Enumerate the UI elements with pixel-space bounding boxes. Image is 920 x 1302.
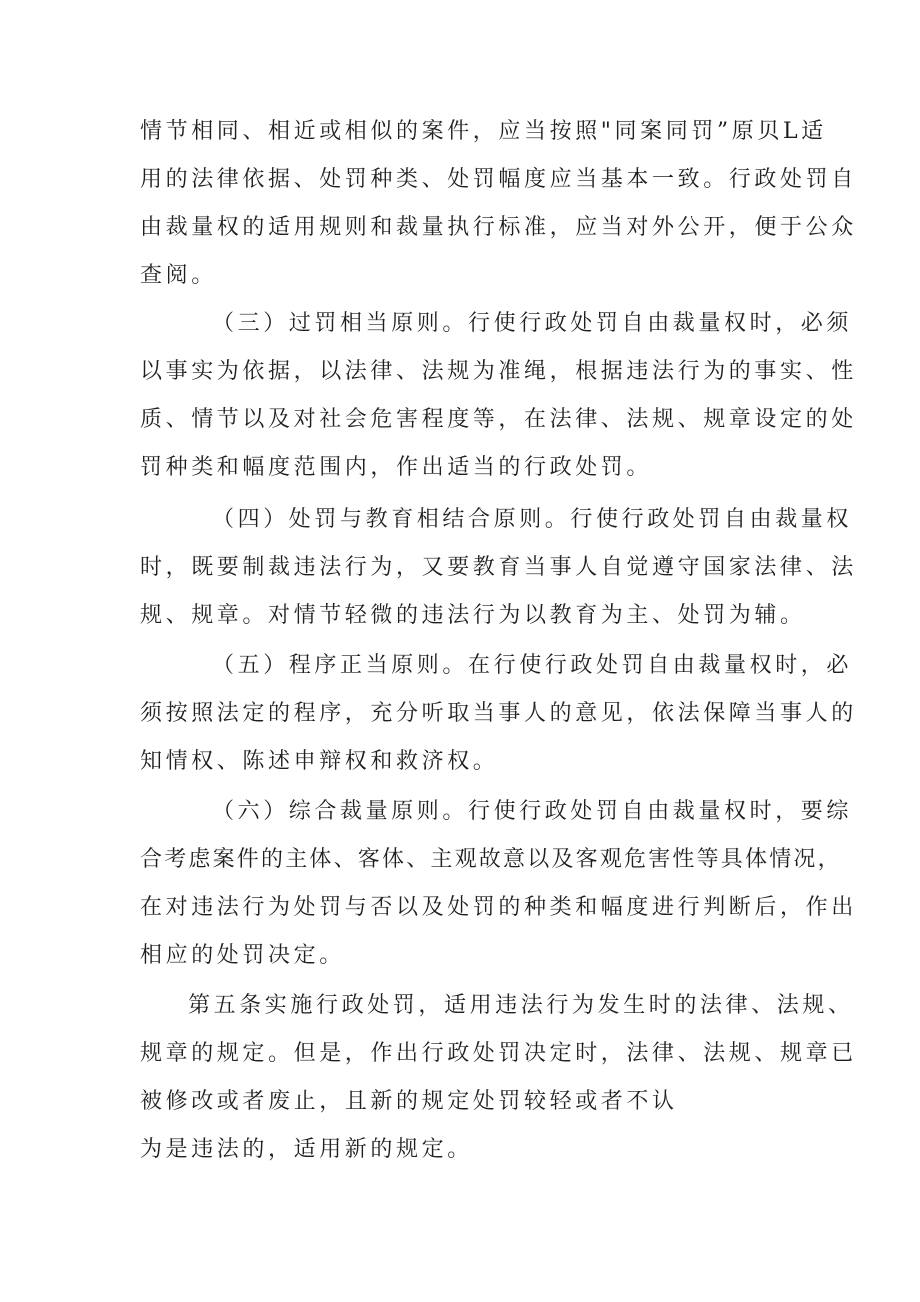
text-line: 用的法律依据、处罚种类、处罚幅度应当基本一致。行政处罚自 bbox=[140, 167, 857, 192]
text-line: 相应的处罚决定。 bbox=[140, 943, 345, 968]
text-line: 时，既要制裁违法行为，又要教育当事人自觉遵守国家法律、法 bbox=[140, 555, 857, 580]
text-line: 知情权、陈述申辩权和救济权。 bbox=[140, 749, 499, 774]
text-line: 由裁量权的适用规则和裁量执行标准，应当对外公开，便于公众 bbox=[140, 215, 857, 240]
text-line: 合考虑案件的主体、客体、主观故意以及客观危害性等具体情况， bbox=[140, 847, 842, 872]
text-line: （三）过罚相当原则。行使行政处罚自由裁量权时，必须 bbox=[212, 311, 853, 336]
text-line: 被修改或者废止，且新的规定处罚较轻或者不认 bbox=[140, 1089, 678, 1114]
text-line: 在对违法行为处罚与否以及处罚的种类和幅度进行判断后，作出 bbox=[140, 895, 857, 920]
text-line: （四）处罚与教育相结合原则。行使行政处罚自由裁量权 bbox=[212, 507, 853, 532]
text-line: 以事实为依据，以法律、法规为准绳，根据违法行为的事实、性 bbox=[140, 359, 857, 384]
text-line: 须按照法定的程序，充分听取当事人的意见，依法保障当事人的 bbox=[140, 701, 857, 726]
text-line: （六）综合裁量原则。行使行政处罚自由裁量权时，要综 bbox=[212, 799, 853, 824]
text-line: 质、情节以及对社会危害程度等，在法律、法规、规章设定的处 bbox=[140, 407, 857, 432]
text-line: 第五条实施行政处罚，适用违法行为发生时的法律、法规、 bbox=[188, 993, 854, 1018]
text-line: 查阅。 bbox=[140, 263, 217, 288]
text-line: 为是违法的，适用新的规定。 bbox=[140, 1137, 473, 1162]
text-line: 规章的规定。但是，作出行政处罚决定时，法律、法规、规章已 bbox=[140, 1041, 857, 1066]
text-line: 情节相同、相近或相似的案件，应当按照"同案同罚”原贝L适 bbox=[140, 119, 827, 144]
text-line: （五）程序正当原则。在行使行政处罚自由裁量权时，必 bbox=[212, 653, 853, 678]
text-line: 罚种类和幅度范围内，作出适当的行政处罚。 bbox=[140, 455, 653, 480]
text-line: 规、规章。对情节轻微的违法行为以教育为主、处罚为辅。 bbox=[140, 603, 806, 628]
